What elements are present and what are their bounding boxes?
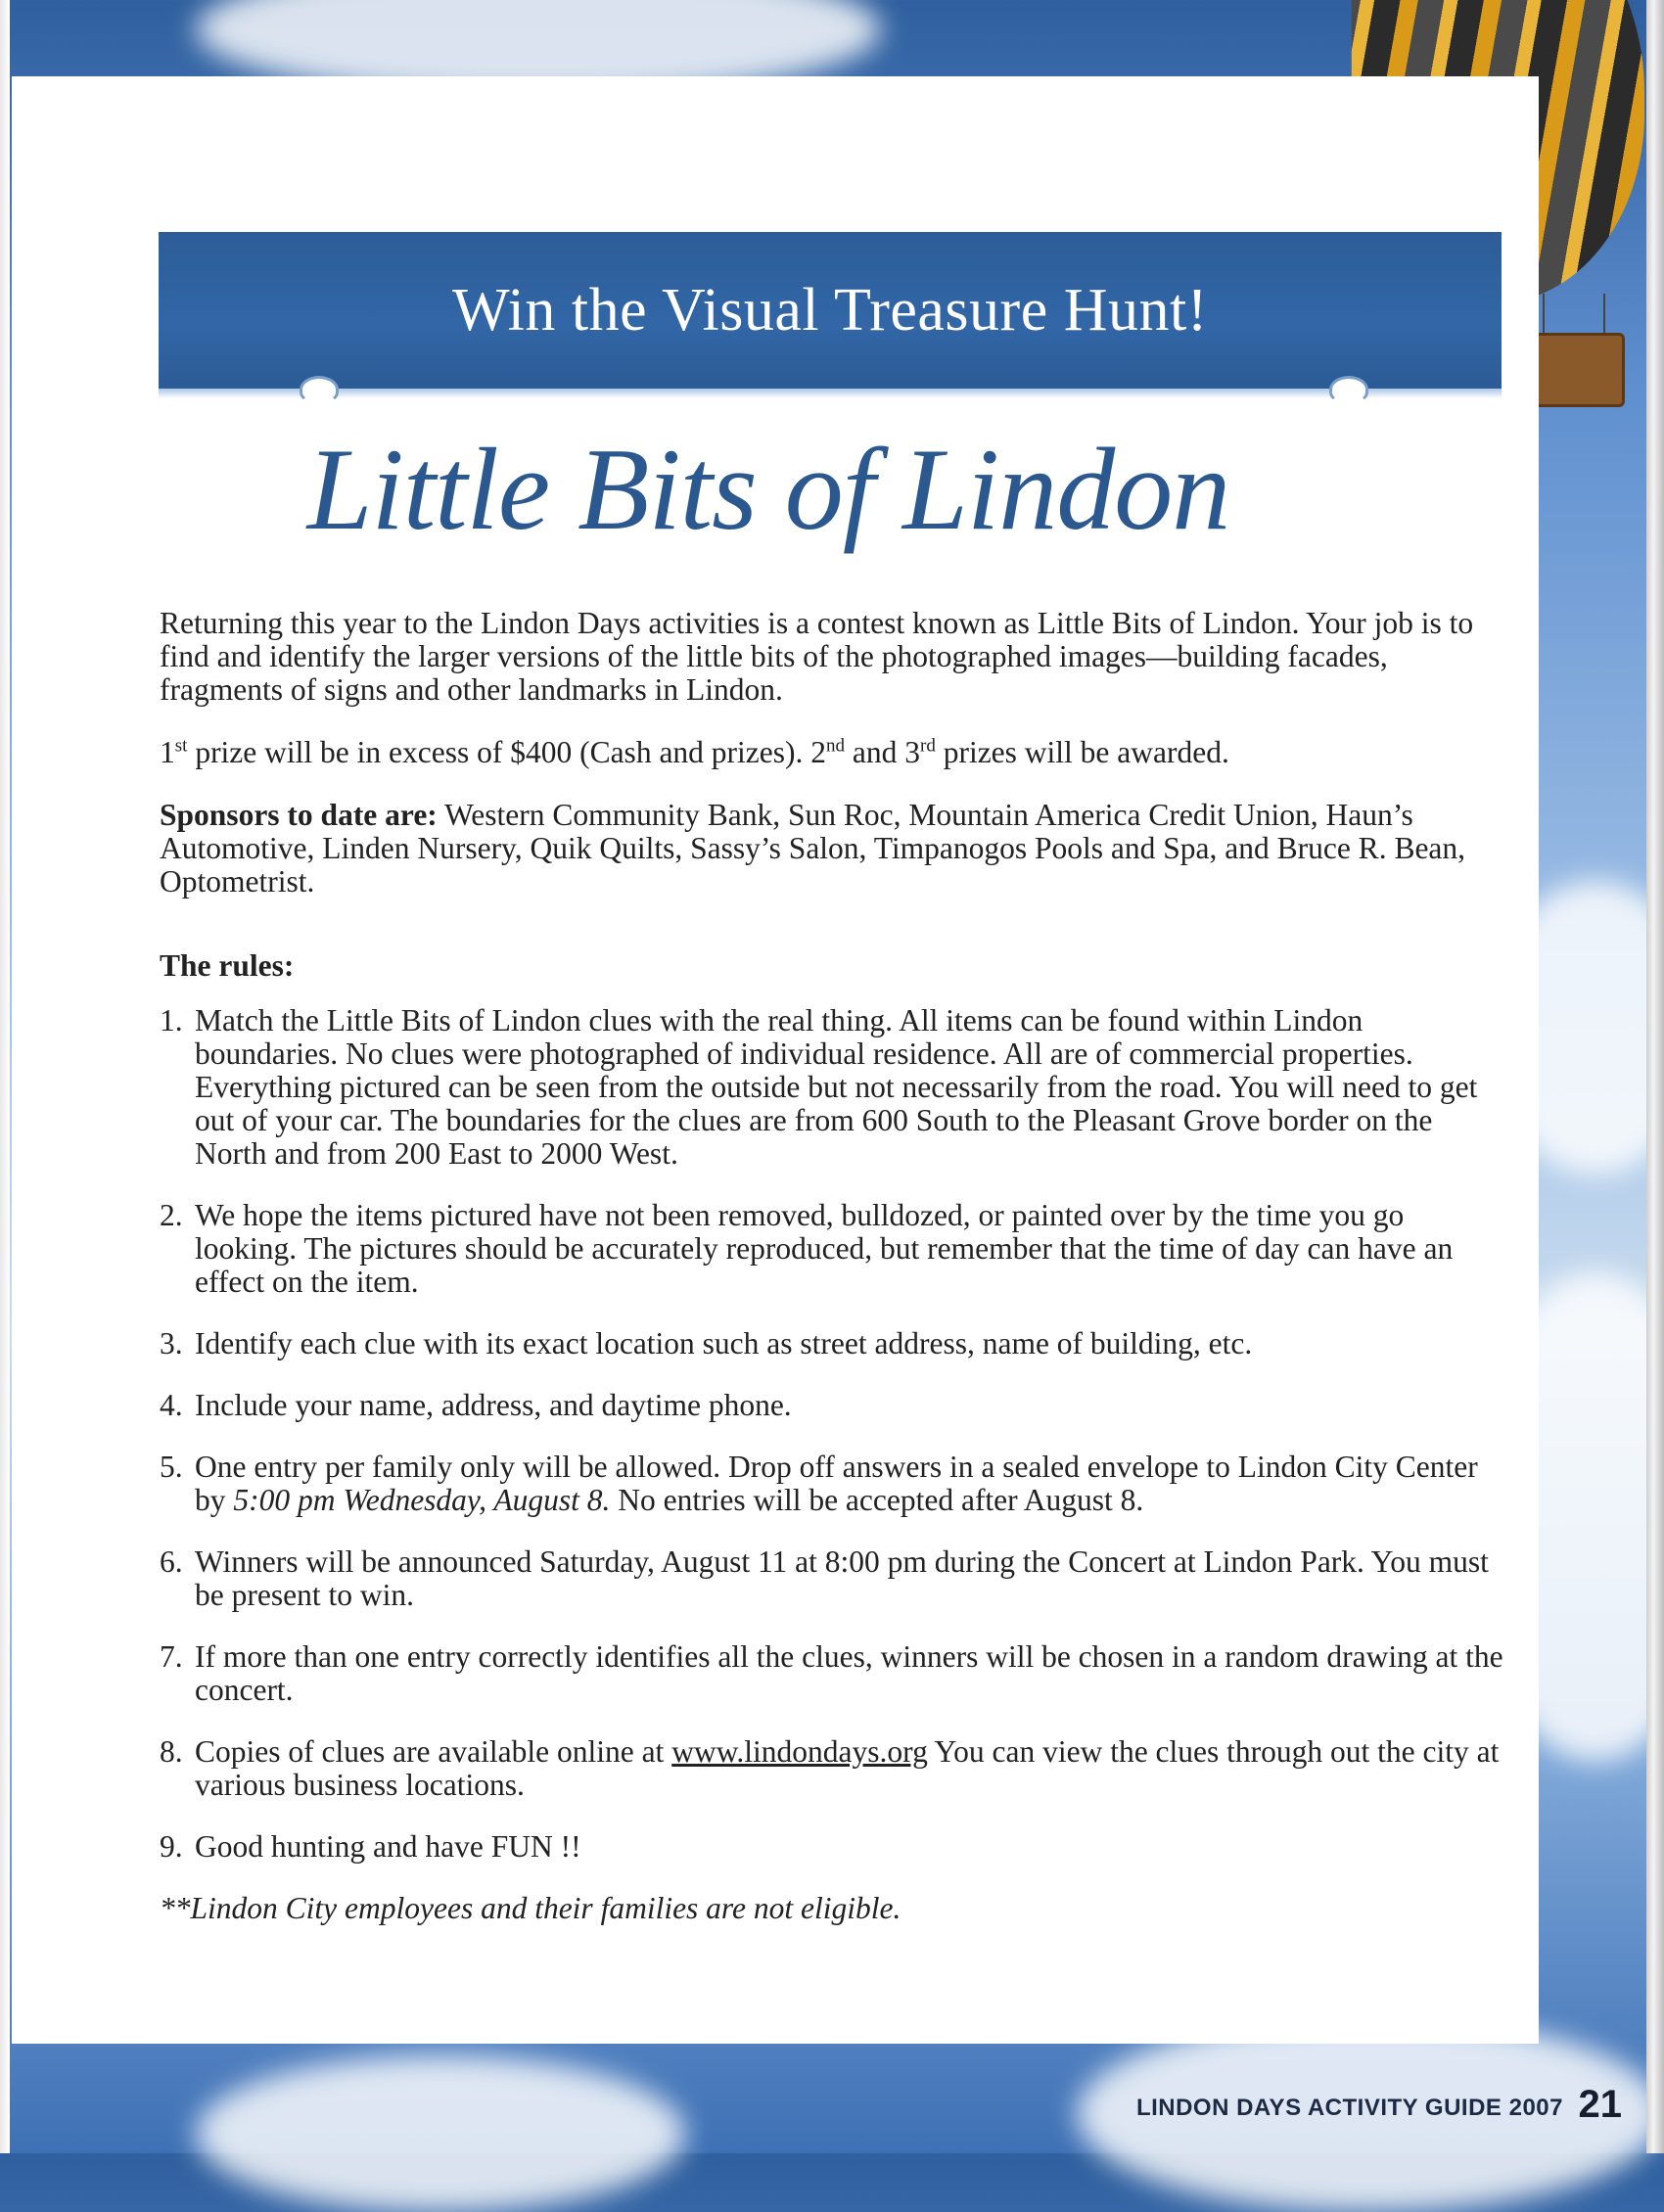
rule-item — [160, 1199, 1510, 1299]
rule-text: Match the Little Bits of Lindon clues with the real thing. All items can be found within Lindon boundaries. No clues were photographed of individual residence. All are of commercial properties. Everything pictured can be seen from the outside but not necessarily from the road. You will need to get out of your car. The boundaries for the clues are from 600 South to the Pleasant Grove border on the North and from 200 East to 2000 West. — [195, 1003, 1478, 1171]
prize-and-text: and — [845, 735, 905, 769]
rule-item — [160, 1640, 1510, 1707]
rule-number: 4. — [160, 1388, 183, 1422]
rule-item — [160, 1327, 1510, 1360]
rule-item — [160, 1389, 1510, 1422]
intro-paragraph: Returning this year to the Lindon Days activities is a contest known as Little Bits of Lindon. Your job is to find and identify the larger versions of the little bits of the photographed images—building facades, fragments of signs and other landmarks in Lindon. — [160, 606, 1474, 707]
prize-first-num: 1 — [160, 735, 175, 769]
rule-text: Identify each clue with its exact location such as street address, name of building, etc. — [195, 1326, 1253, 1360]
cloud-decoration — [196, 2055, 685, 2212]
title-banner — [159, 232, 1502, 389]
rule-text: We hope the items pictured have not been removed, bulldozed, or painted over by the time you go looking. The pictures should be accurately reproduced, but remember that the time of day can have an effect on the item. — [195, 1198, 1454, 1299]
article-body — [160, 607, 1510, 1955]
page-number: 21 — [1578, 2083, 1622, 2126]
sponsors-list: Western Community Bank, Sun Roc, Mountain America Credit Union, Haun’s Automotive, Linden Nursery, Quik Quilts, Sassy’s Salon, Timpanogos Pools and Spa, and Bruce R. Bean, Optometrist. — [160, 798, 1466, 899]
script-heading: Little Bits of Lindon — [306, 424, 1230, 554]
rule-number: 5. — [160, 1450, 183, 1484]
prize-second-sup: nd — [826, 735, 846, 757]
sponsors-paragraph — [160, 799, 1510, 899]
rule-text-cont: You can view the clues through out the city at various business locations. — [195, 1734, 1500, 1802]
rule-deadline: 5:00 pm Wednesday, August 8. — [233, 1483, 611, 1517]
page-edge-left — [0, 0, 10, 2153]
rule-item — [160, 1545, 1510, 1612]
rule-text-cont: No entries will be accepted after August 8. — [610, 1483, 1144, 1517]
rule-number: 8. — [160, 1734, 183, 1769]
prizes-paragraph — [160, 736, 1510, 769]
balloon-basket — [1531, 333, 1625, 407]
rule-item — [160, 1830, 1510, 1864]
rule-text: One entry per family only will be allowed. Drop off answers in a sealed envelope to Lindon City Center by — [195, 1450, 1478, 1517]
rule-item — [160, 1451, 1510, 1517]
rule-text: Winners will be announced Saturday, August 11 at 8:00 pm during the Concert at Lindon Park. You must be present to win. — [195, 1544, 1489, 1612]
rules-heading: The rules: — [160, 948, 295, 983]
rules-list — [160, 1004, 1510, 1864]
prize-second-num: 2 — [810, 735, 827, 769]
rule-text: Good hunting and have FUN !! — [195, 1829, 581, 1864]
rule-text: Copies of clues are available online at — [195, 1734, 672, 1769]
rule-number: 1. — [160, 1003, 183, 1037]
rule-item — [160, 1004, 1510, 1171]
sponsors-label: Sponsors to date are: — [160, 798, 438, 832]
banner-underline — [159, 389, 1502, 398]
rule-number: 9. — [160, 1829, 183, 1864]
prize-end-text: prizes will be awarded. — [935, 735, 1229, 769]
website-link[interactable]: www.lindondays.org — [671, 1734, 928, 1769]
rule-item — [160, 1735, 1510, 1802]
balloon-ropes — [1543, 294, 1605, 337]
rule-number: 6. — [160, 1544, 183, 1579]
footer-guide-title: LINDON DAYS ACTIVITY GUIDE 2007 — [1135, 2095, 1563, 2121]
prize-third-num: 3 — [904, 735, 920, 769]
rule-number: 2. — [160, 1198, 183, 1232]
prize-first-text: prize will be in excess of $400 (Cash and prizes). — [187, 735, 811, 769]
flourish-left-icon — [300, 376, 339, 403]
rule-number: 7. — [160, 1639, 183, 1674]
prize-third-sup: rd — [920, 735, 936, 757]
prize-first-sup: st — [174, 735, 188, 757]
rule-text: If more than one entry correctly identifies all the clues, winners will be chosen in a random drawing at the concert. — [195, 1639, 1503, 1707]
banner-title: Win the Visual Treasure Hunt! — [452, 276, 1208, 344]
page-edge-right — [1646, 0, 1664, 2153]
flourish-right-icon — [1329, 376, 1368, 403]
rule-number: 3. — [160, 1326, 183, 1360]
rule-text: Include your name, address, and daytime phone. — [195, 1388, 792, 1422]
eligibility-note: **Lindon City employees and their families are not eligible. — [160, 1891, 901, 1925]
